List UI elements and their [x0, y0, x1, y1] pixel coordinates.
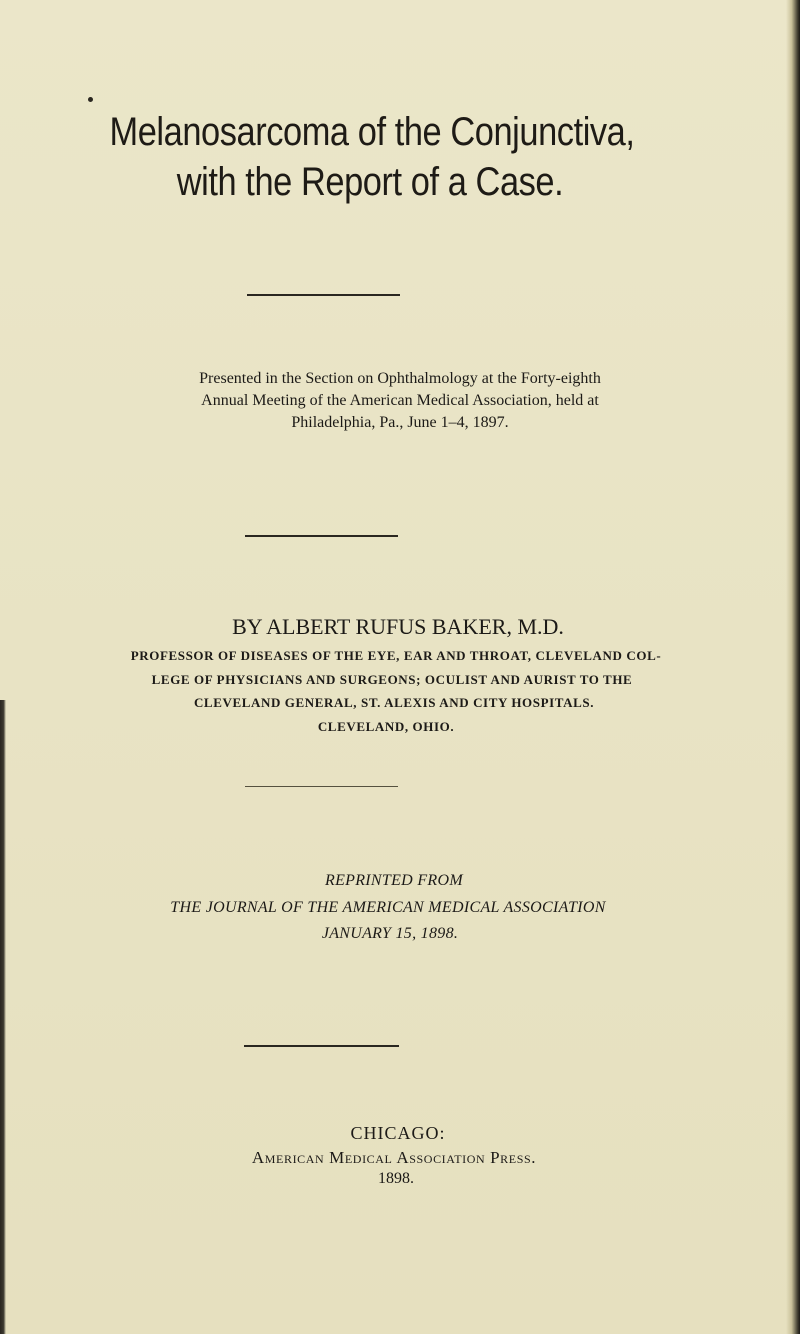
author-byline: BY ALBERT RUFUS BAKER, M.D.: [232, 614, 564, 639]
journal-name: THE JOURNAL OF THE AMERICAN MEDICAL ASSOCIATION: [170, 899, 606, 916]
journal-date: JANUARY 15, 1898.: [321, 925, 459, 942]
ink-speck: [88, 97, 93, 102]
page-edge-shadow-left: [0, 700, 6, 1334]
divider-rule: [247, 294, 400, 296]
imprint-publisher: American Medical Association Press.: [251, 1148, 537, 1167]
presented-note-line-2: Annual Meeting of the American Medical Association, held at: [201, 392, 599, 409]
author-affiliation-line: CLEVELAND GENERAL, ST. ALEXIS AND CITY HOSPITALS.: [193, 695, 595, 710]
divider-rule: [245, 786, 398, 787]
author-affiliation-line: LEGE OF PHYSICIANS AND SURGEONS; OCULIST AND AURIST TO THE: [151, 672, 633, 687]
document-title-line-2: with the Report of a Case.: [176, 160, 564, 204]
author-location: CLEVELAND, OHIO.: [317, 719, 455, 734]
presented-note-line-1: Presented in the Section on Ophthalmology at the Forty-eighth: [199, 370, 601, 387]
author-affiliation-line: PROFESSOR OF DISEASES OF THE EYE, EAR AND THROAT, CLEVELAND COL-: [130, 648, 662, 663]
presented-note-line-3: Philadelphia, Pa., June 1–4, 1897.: [291, 414, 509, 431]
imprint-city: CHICAGO:: [350, 1123, 446, 1143]
document-title-line-1: Melanosarcoma of the Conjunctiva,: [109, 110, 635, 154]
divider-rule: [245, 535, 398, 537]
imprint-year: 1898.: [378, 1170, 414, 1187]
reprint-label: REPRINTED FROM: [325, 872, 463, 889]
divider-rule: [244, 1045, 399, 1047]
